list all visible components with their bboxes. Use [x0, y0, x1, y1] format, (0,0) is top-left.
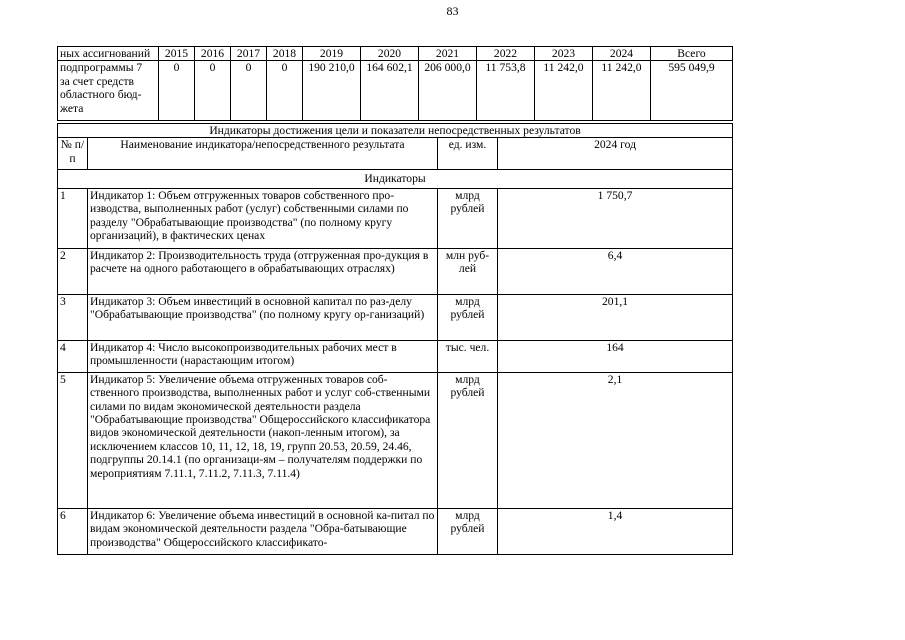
value-cell: 0 — [267, 61, 303, 121]
row-name: Индикатор 1: Объем отгруженных товаров собственного про-изводства, выполненных работ (услуг) собственными силами по разделу "Обрабатывающие производства" (по полному кругу организаций), в фактических ценах — [88, 188, 438, 248]
value-cell: 0 — [231, 61, 267, 121]
row-unit: млн руб-лей — [438, 248, 498, 294]
row-unit: млрд рублей — [438, 188, 498, 248]
year-cell: 2023 — [535, 47, 593, 61]
subheader: Индикаторы — [58, 170, 733, 188]
header-num: № п/п — [58, 138, 88, 170]
funding-years-row — [58, 47, 733, 61]
funding-table — [57, 46, 733, 121]
year-cell: 2018 — [267, 47, 303, 61]
table-row — [58, 188, 733, 248]
page-number: 83 — [446, 4, 459, 18]
header-name: Наименование индикатора/непосредственного результата — [88, 138, 438, 170]
year-cell: 2020 — [361, 47, 419, 61]
row-num: 4 — [58, 340, 88, 372]
value-cell: 11 242,0 — [535, 61, 593, 121]
row-num: 5 — [58, 372, 88, 508]
value-cell: 206 000,0 — [419, 61, 477, 121]
row-value: 201,1 — [498, 294, 733, 340]
section-title: Индикаторы достижения цели и показатели непосредственных результатов — [58, 124, 733, 138]
header-unit: ед. изм. — [438, 138, 498, 170]
year-cell: 2021 — [419, 47, 477, 61]
row-num: 2 — [58, 248, 88, 294]
table-row — [58, 340, 733, 372]
row-name: Индикатор 2: Производительность труда (отгруженная про-дукция в расчете на одного работающего в обрабатывающих отраслях) — [88, 248, 438, 294]
value-cell: 0 — [159, 61, 195, 121]
funding-label-rest — [58, 61, 159, 121]
funding-values-row — [58, 61, 733, 121]
year-cell: 2015 — [159, 47, 195, 61]
header-row — [58, 138, 733, 170]
row-value: 6,4 — [498, 248, 733, 294]
year-cell: 2019 — [303, 47, 361, 61]
indicators-table — [57, 123, 733, 555]
subheader-row — [58, 170, 733, 188]
table-row — [58, 372, 733, 508]
year-cell: 2024 — [593, 47, 651, 61]
value-cell: 0 — [195, 61, 231, 121]
total-value-cell: 595 049,9 — [651, 61, 733, 121]
row-name: Индикатор 6: Увеличение объема инвестиций в основной ка-питал по видам экономической деятельности раздела "Обра-батывающие производства" Общероссийского классификато- — [88, 508, 438, 554]
year-cell: 2022 — [477, 47, 535, 61]
row-value: 1,4 — [498, 508, 733, 554]
row-num: 1 — [58, 188, 88, 248]
row-value: 164 — [498, 340, 733, 372]
funding-label-line: жета — [60, 101, 84, 115]
row-unit: млрд рублей — [438, 372, 498, 508]
row-name: Индикатор 5: Увеличение объема отгруженных товаров соб-ственного производства, выполненных работ и услуг соб-ственными силами по видам экономической деятельности раздела "Обрабатывающие производства" Общероссийского классификатора видов экономической деятельности (накоп-ленным итогом), за исключением классов 10, 11, 12, 18, 19, групп 20.53, 20.59, 24.46, подгруппы 20.14.1 (по организаци-ям – получателям поддержки по мероприятиям 7.11.1, 7.11.2, 7.11.3, 7.11.4) — [88, 372, 438, 508]
row-unit: млрд рублей — [438, 508, 498, 554]
table-row — [58, 248, 733, 294]
row-name: Индикатор 4: Число высокопроизводительных рабочих мест в промышленности (нарастающим итогом) — [88, 340, 438, 372]
funding-label-line: за счет средств — [60, 74, 135, 88]
row-value: 1 750,7 — [498, 188, 733, 248]
header-year: 2024 год — [498, 138, 733, 170]
row-num: 6 — [58, 508, 88, 554]
table-row — [58, 294, 733, 340]
row-num: 3 — [58, 294, 88, 340]
funding-label-line: подпрограммы 7 — [60, 61, 143, 75]
value-cell: 11 753,8 — [477, 61, 535, 121]
funding-label-line: областного бюд- — [60, 88, 142, 102]
row-unit: млрд рублей — [438, 294, 498, 340]
value-cell: 11 242,0 — [593, 61, 651, 121]
value-cell: 164 602,1 — [361, 61, 419, 121]
section-title-row — [58, 124, 733, 138]
row-value: 2,1 — [498, 372, 733, 508]
value-cell: 190 210,0 — [303, 61, 361, 121]
year-cell: 2017 — [231, 47, 267, 61]
row-name: Индикатор 3: Объем инвестиций в основной капитал по раз-делу "Обрабатывающие производства" (по полному кругу ор-ганизаций) — [88, 294, 438, 340]
total-header-cell: Всего — [651, 47, 733, 61]
row-unit: тыс. чел. — [438, 340, 498, 372]
table-row — [58, 508, 733, 554]
year-cell: 2016 — [195, 47, 231, 61]
funding-label-cell: ных ассигнований — [58, 47, 159, 61]
